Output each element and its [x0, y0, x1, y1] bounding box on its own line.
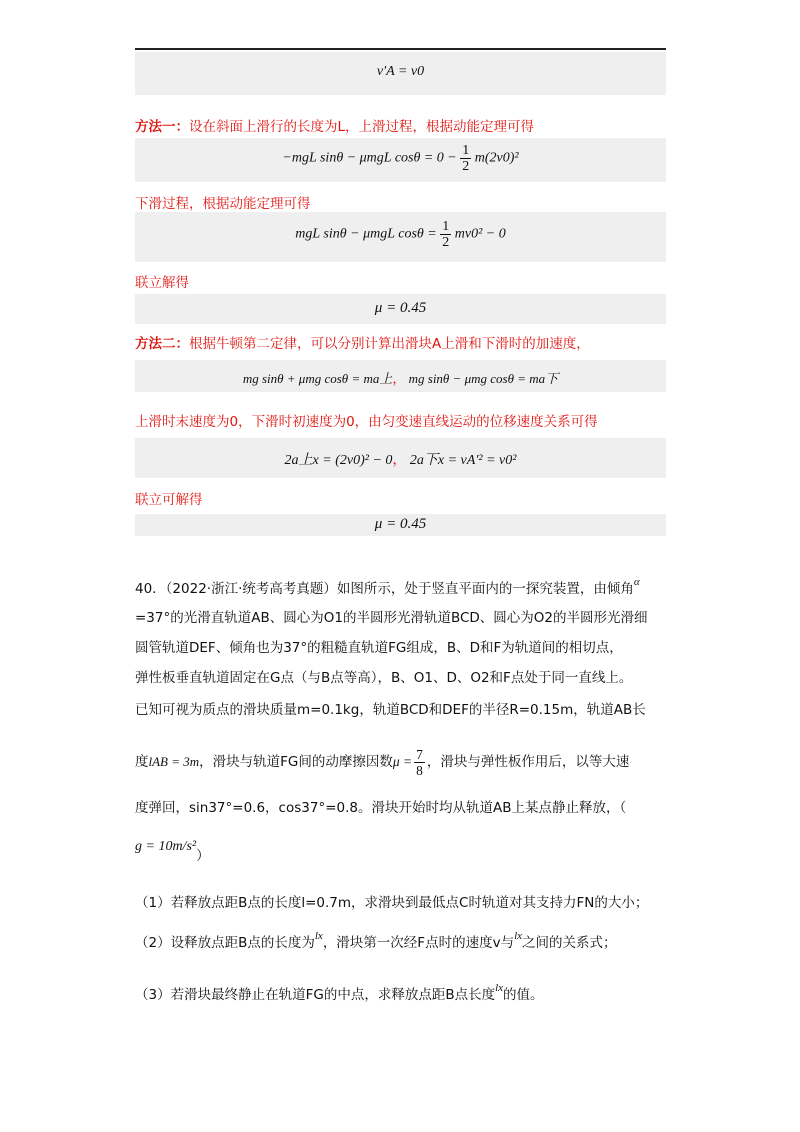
eq-up-num: 1 — [462, 143, 470, 158]
method1-intro — [135, 115, 534, 135]
method2-intro — [135, 332, 590, 352]
method2-speed-text: 上滑时末速度为0，下滑时初速度为0，由匀变速直线运动的位移速度关系可得 — [135, 414, 598, 430]
q3-suffix: 的值。 — [503, 987, 544, 1003]
method1-solve-text: 联立解得 — [135, 275, 189, 291]
line6-prefix: 度 — [135, 754, 149, 770]
method2-label: 方法二： — [135, 336, 189, 352]
method1-text: 设在斜面上滑行的长度为L，上滑过程，根据动能定理可得 — [189, 119, 535, 135]
eq-up-den: 2 — [462, 159, 470, 174]
method1-down-text: 下滑过程，根据动能定理可得 — [135, 196, 311, 212]
eq-up-fraction — [460, 143, 471, 174]
eq-acc-down: mg sinθ − μmg cosθ = ma下 — [408, 371, 559, 386]
gravity-value: g = 10m/s² — [135, 839, 197, 854]
equation-mu-1: μ = 0.45 — [374, 300, 427, 316]
problem-line-2: =37°的光滑直轨道AB、圆心为O1的半圆形光滑轨道BCD、圆心为O2的半圆形光滑细 — [135, 610, 648, 626]
close-paren: ） — [196, 848, 210, 864]
problem-line-1-text: 40．（2022·浙江·统考高考真题）如图所示，处于竖直平面内的一探究装置，由倾角 — [135, 581, 634, 597]
problem-line-8 — [135, 834, 675, 864]
problem-line-1 — [135, 576, 675, 597]
method2-solve-text: 联立可解得 — [135, 492, 203, 508]
problem-line-3: 圆管轨道DEF、倾角也为37°的粗糙直轨道FG组成，B、D和F为轨道间的相切点， — [135, 640, 623, 656]
q2-lx2: lx — [514, 930, 523, 942]
method2-text: 根据牛顿第二定律，可以分别计算出滑块A上滑和下滑时的加速度， — [189, 336, 590, 352]
equation-downhill-energy — [135, 219, 666, 250]
eq-up-rhs: m(2v0)² — [474, 150, 519, 166]
alpha-symbol: α — [633, 576, 640, 588]
eq-kin-up: 2a上x = (2v0)² − 0 — [284, 453, 393, 468]
problem-line-5: 已知可视为质点的滑块质量m=0.1kg，轨道BCD和DEF的半径R=0.15m，轨道AB长 — [135, 702, 646, 718]
method1-label: 方法一： — [135, 119, 189, 135]
eq-kin-down: 2a下x = vA′² = v0² — [409, 453, 517, 468]
eq-acc-sep: ， — [392, 371, 406, 386]
line6-mid: ，滑块与轨道FG间的动摩擦因数 — [199, 754, 393, 770]
eq-down-rhs: mv0² − 0 — [454, 226, 506, 242]
eq-up-lhs: −mgL sinθ − μmgL cosθ = 0 − — [282, 150, 457, 166]
line6-suffix: ，滑块与弹性板作用后，以等大速 — [426, 754, 630, 770]
mu-symbol: μ = — [392, 754, 413, 769]
eq-kin-sep: ， — [392, 453, 407, 468]
mu-num: 7 — [416, 746, 423, 762]
q2-suffix: 之间的关系式； — [522, 935, 617, 951]
q2-prefix: （2）设释放点距B点的长度为 — [135, 935, 315, 951]
mu-den: 8 — [416, 762, 423, 778]
eq-down-den: 2 — [442, 235, 450, 250]
problem-line-7: 度弹回，sin37°=0.6，cos37°=0.8。滑块开始时均从轨道AB上某点静止释放，（ — [135, 800, 627, 816]
q2-mid: ，滑块第一次经F点时的速度v与 — [322, 935, 515, 951]
equation-uphill-energy — [135, 143, 666, 174]
length-ab: lAB = 3m — [148, 754, 200, 769]
q3-prefix: （3）若滑块最终静止在轨道FG的中点，求释放点距B点长度 — [135, 987, 496, 1003]
equation-accelerations — [135, 368, 666, 387]
header-rule — [135, 48, 666, 50]
question-2 — [135, 930, 675, 951]
question-1: （1）若释放点距B点的长度l=0.7m，求滑块到最低点C时轨道对其支持力FN的大小； — [135, 895, 649, 911]
mu-fraction — [414, 747, 425, 778]
eq-down-fraction — [440, 219, 451, 250]
problem-line-4: 弹性板垂直轨道固定在G点（与B点等高），B、O1、D、O2和F点处于同一直线上。 — [135, 670, 633, 686]
equation-va: v′A = v0 — [376, 64, 425, 79]
q3-lx: lx — [495, 982, 504, 994]
eq-down-num: 1 — [442, 219, 450, 234]
equation-mu-2: μ = 0.45 — [374, 516, 427, 532]
eq-down-lhs: mgL sinθ − μmgL cosθ = — [295, 226, 437, 242]
equation-kinematics — [135, 449, 666, 469]
eq-acc-up: mg sinθ + μmg cosθ = ma上 — [242, 371, 393, 386]
question-3 — [135, 982, 675, 1003]
problem-line-6 — [135, 745, 675, 779]
q2-lx: lx — [314, 930, 323, 942]
